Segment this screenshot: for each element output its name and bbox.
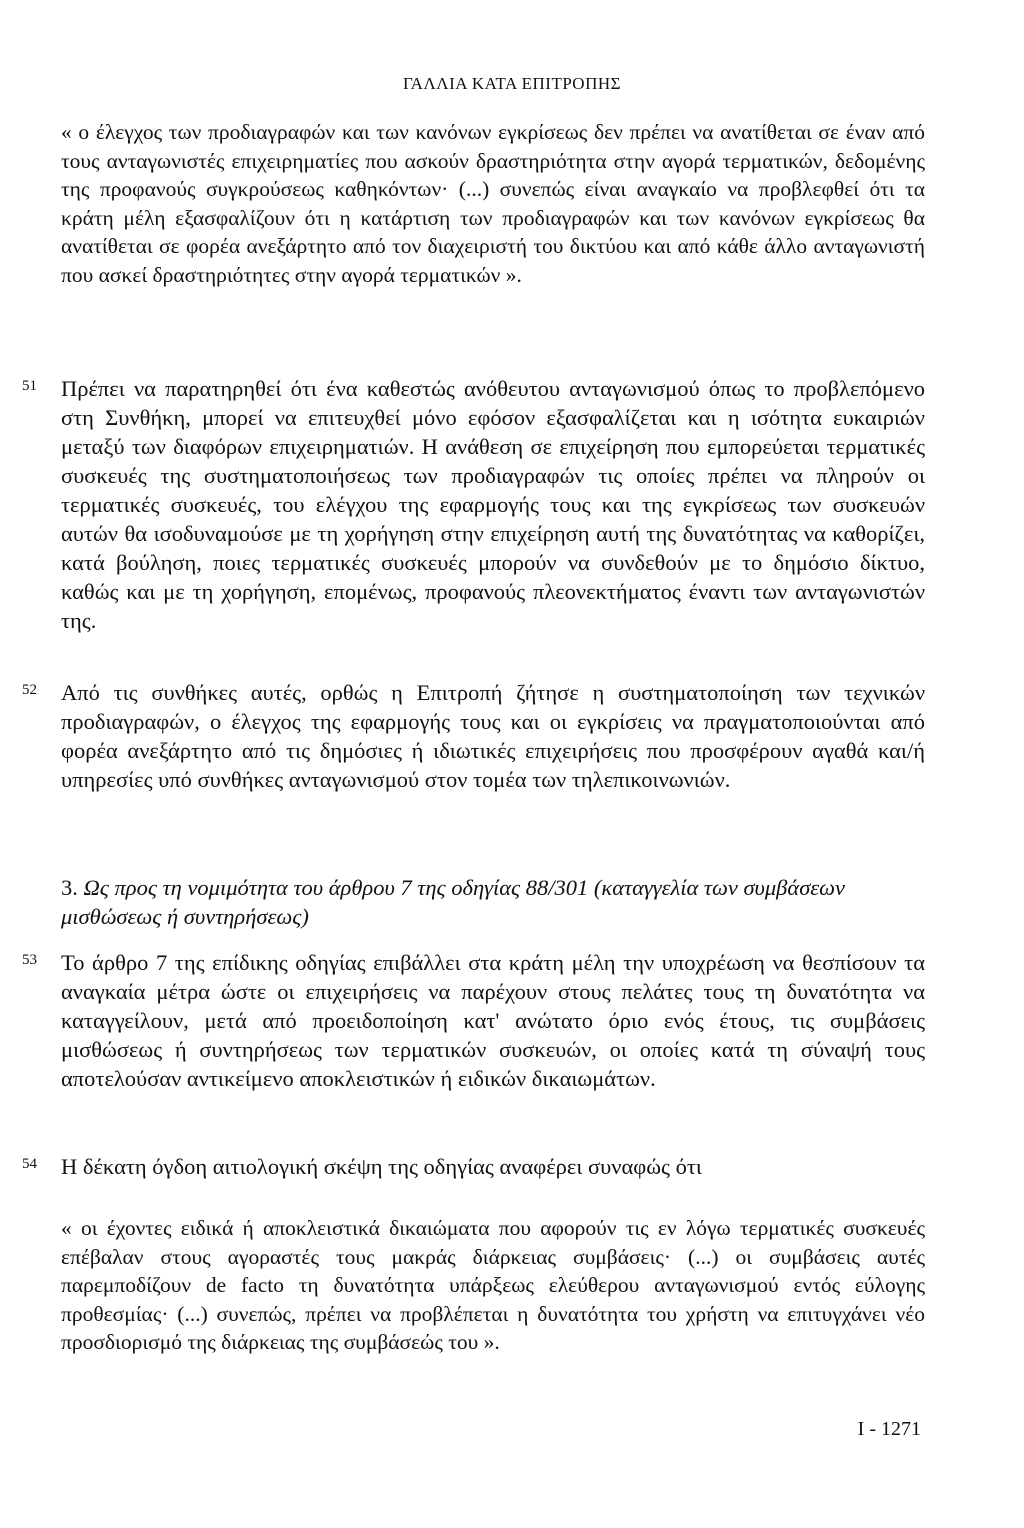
section-title: Ως προς τη νομιμότητα του άρθρου 7 της οδηγίας 88/301 (καταγγελία των συμβάσεων μισθώσεως ή συντηρήσεως)	[61, 875, 846, 929]
paragraph-text: Από τις συνθήκες αυτές, ορθώς η Επιτροπή ζήτησε η συστηματοποίηση των τεχνικών προδιαγραφών, ο έλεγχος της εφαρμογής τους και οι εγκρίσεις να πραγματοποιούνται από φορέα ανεξάρτητο από τις δημόσιες ή ιδιωτικές επιχειρήσεις που προσφέρουν αγαθά και/ή υπηρεσίες υπό συνθήκες ανταγωνισμού στον τομέα των τηλεπικοινωνιών.	[61, 680, 925, 792]
paragraph-text: Η δέκατη όγδοη αιτιολογική σκέψη της οδηγίας αναφέρει συναφώς ότι	[61, 1154, 702, 1179]
intro-quote: « ο έλεγχος των προδιαγραφών και των κανόνων εγκρίσεως δεν πρέπει να ανατίθεται σε έναν από τους ανταγωνιστές επιχειρηματίες που ασκούν δραστηριότητα στην αγορά τερματικών, δεδομένης της προφανούς συγκρούσεως καθηκόντων· (...) συνεπώς είναι αναγκαίο να προβλεφθεί ότι τα κράτη μέλη εξασφαλίζουν ότι η κατάρτιση των προδιαγραφών και των κανόνων εγκρίσεως θα ανατίθεται σε φορέα ανεξάρτητο από τον διαχειριστή του δικτύου και από κάθε άλλο ανταγωνιστή που ασκεί δραστηριότητες στην αγορά τερματικών ».	[61, 120, 925, 287]
closing-quote: « οι έχοντες ειδικά ή αποκλειστικά δικαιώματα που αφορούν τις εν λόγω τερματικές συσκευές επέβαλαν στους αγοραστές τους μακράς διάρκειας συμβάσεις· (...) οι συμβάσεις αυτές παρεμποδίζουν de facto τη δυνατότητα υπάρξεως ελεύθερου ανταγωνισμού εντός εύλογης προθεσμίας· (...) συνεπώς, πρέπει να προβλέπεται η δυνατότητα του χρήστη να επιτυγχάνει νέο προσδιορισμό της διάρκειας της συμβάσεώς του ».	[61, 1216, 925, 1354]
section-number: 3.	[61, 875, 78, 900]
page-number: I - 1271	[857, 1418, 921, 1440]
paragraph-number: 54	[22, 1156, 37, 1172]
paragraph-number: 52	[22, 682, 37, 698]
paragraph-text: Πρέπει να παρατηρηθεί ότι ένα καθεστώς ανόθευτου ανταγωνισμού όπως το προβλεπόμενο στη Συνθήκη, μπορεί να επιτευχθεί μόνο εφόσον εξασφαλίζεται και η ισότητα ευκαιριών μεταξύ των διαφόρων επιχειρηματιών. Η ανάθεση σε επιχείρηση που εμπορεύεται τερματικές συσκευές της συστηματοποιήσεως των προδιαγραφών τις οποίες πρέπει να πληρούν οι τερματικές συσκευές, του ελέγχου της εφαρμογής τους και της εγκρίσεως των συσκευών αυτών θα ισοδυναμούσε με τη χορήγηση στην επιχείρηση αυτή της δυνατότητας να καθορίζει, κατά βούληση, ποιες τερματικές συσκευές μπορούν να συνδεθούν με το δημόσιο δίκτυο, καθώς και με τη χορήγηση, επομένως, προφανούς πλεονεκτήματος έναντι των ανταγωνιστών της.	[61, 376, 925, 633]
section-heading	[61, 873, 925, 931]
paragraph-number: 51	[22, 378, 37, 394]
paragraph-text: Το άρθρο 7 της επίδικης οδηγίας επιβάλλει στα κράτη μέλη την υποχρέωση να θεσπίσουν τα αναγκαία μέτρα ώστε οι επιχειρήσεις να παρέχουν στους πελάτες τους τη δυνατότητα να καταγγείλουν, μετά από προειδοποίηση κατ' ανώτατο όριο ενός έτους, τις συμβάσεις μισθώσεως ή συντηρήσεως των τερματικών συσκευών, οι οποίες κατά τη σύναψή τους αποτελούσαν αντικείμενο αποκλειστικών ή ειδικών δικαιωμάτων.	[61, 950, 925, 1091]
paragraph-number: 53	[22, 952, 37, 968]
running-head: ΓΑΛΛΙΑ ΚΑΤΑ ΕΠΙΤΡΟΠΗΣ	[402, 74, 622, 93]
